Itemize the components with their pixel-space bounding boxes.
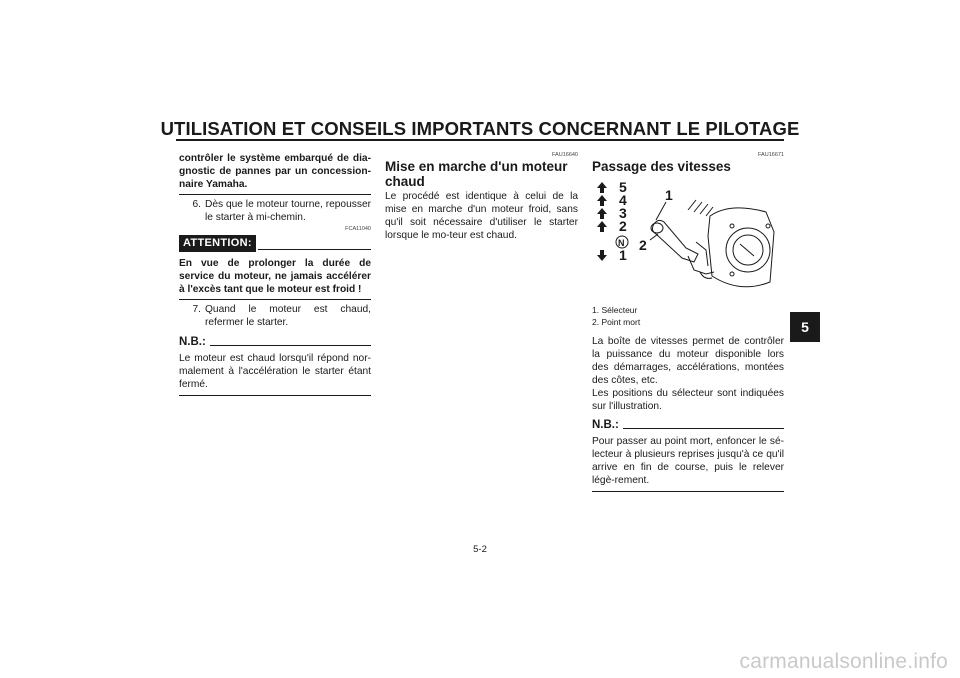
step-number: 7. (192, 304, 201, 315)
divider (592, 491, 784, 492)
page-number: 5-2 (473, 544, 487, 555)
paragraph: La boîte de vitesses permet de contrôler la puissance du moteur disponible lors des démarrages, accélérations, montées des côtes, etc. (592, 336, 784, 386)
arrow-up-icon (597, 182, 607, 193)
watermark: carmanualsonline.info (739, 650, 948, 673)
nb-header (179, 336, 371, 349)
page-title: UTILISATION ET CONSEILS IMPORTANTS CONCERNANT LE PILOTAGE (160, 118, 800, 139)
section-code: FAU16640 (552, 152, 578, 158)
step-number: 6. (192, 199, 201, 210)
nb-label: N.B.: (179, 336, 206, 348)
arrow-up-icon (597, 208, 607, 219)
attention-label: ATTENTION: (179, 235, 256, 252)
step-6 (179, 198, 371, 224)
arrow-up-icon (597, 195, 607, 206)
arrow-up-icon (597, 221, 607, 232)
attention-rule (258, 249, 371, 250)
legend-item: 1. Sélecteur (592, 305, 638, 315)
nb-text: Pour passer au point mort, enfoncer le sé-lecteur à plusieurs reprises jusqu'à ce qu'il arrive en fin de course, puis le relever légè-rement. (592, 436, 784, 486)
nb-text: Le moteur est chaud lorsqu'il répond nor-malement à l'accélération le starter étant fermé. (179, 353, 371, 390)
gear-4: 4 (619, 192, 627, 208)
gear-1: 1 (619, 247, 627, 263)
column-2 (385, 152, 578, 242)
divider (179, 194, 371, 195)
nb-rule (623, 428, 784, 429)
step-text: Dès que le moteur tourne, repousser le starter à mi-chemin. (205, 199, 371, 223)
gear-3: 3 (619, 205, 627, 221)
callout-2: 2 (639, 237, 647, 253)
paragraph: Les positions du sélecteur sont indiquées sur l'illustration. (592, 388, 784, 412)
gear-2: 2 (619, 218, 627, 234)
arrow-down-icon (597, 250, 607, 261)
column-3 (592, 152, 784, 492)
legend-item: 2. Point mort (592, 317, 641, 327)
attention-code: FCA11040 (345, 226, 371, 232)
attention-header (179, 235, 371, 252)
section-title: Mise en marche d'un moteur chaud (385, 159, 568, 189)
chapter-tab: 5 (790, 312, 820, 342)
gear-shift-figure (592, 180, 784, 300)
column-1 (179, 152, 371, 396)
divider (179, 395, 371, 396)
nb-label: N.B.: (592, 419, 619, 431)
title-rule (176, 139, 784, 141)
step-7 (179, 303, 371, 329)
section-code: FAU16671 (758, 152, 784, 158)
gear-5: 5 (619, 179, 627, 195)
section-title: Passage des vitesses (592, 159, 731, 174)
step-text: Quand le moteur est chaud, refermer le starter. (205, 304, 371, 328)
gear-neutral: N (618, 238, 625, 248)
section-text: Le procédé est identique à celui de la mise en marche d'un moteur froid, sans qu'il soit nécessaire d'utiliser le starter lorsque le mo-teur est chaud. (385, 191, 578, 241)
attention-text: En vue de prolonger la durée de service du moteur, ne jamais accélérer à l'excès tant que le moteur est froid ! (179, 258, 371, 295)
nb-header (592, 419, 784, 432)
nb-rule (210, 345, 371, 346)
intro-paragraph: contrôler le système embarqué de dia-gnostic de pannes par un concession-naire Yamaha. (179, 153, 371, 190)
figure-legend (592, 304, 784, 328)
callout-1: 1 (665, 187, 673, 203)
divider (179, 299, 371, 300)
